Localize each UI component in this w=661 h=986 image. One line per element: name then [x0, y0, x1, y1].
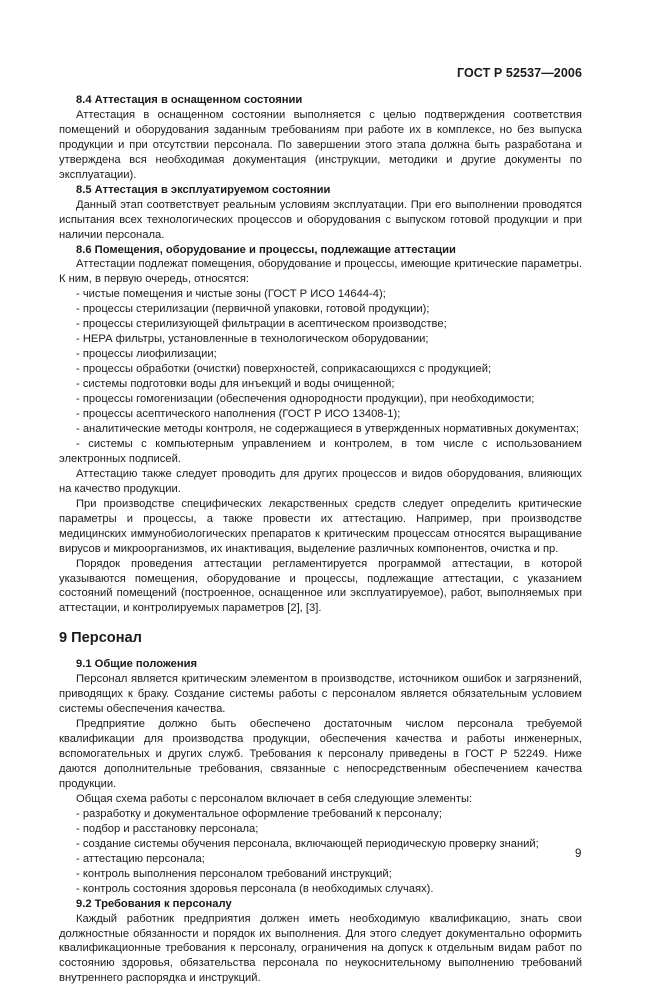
document-code-header: ГОСТ Р 52537—2006 [456, 66, 582, 80]
section-8-5-paragraph: Данный этап соответствует реальным условиям эксплуатации. При его выполнении проводятся испытания всех технологических процессов и оборудования с выпуском готовой продукции и при наличии персонала. [59, 198, 582, 241]
page-number: 9 [575, 848, 582, 860]
list-item: - процессы лиофилизации; [76, 348, 217, 361]
document-body [59, 93, 582, 986]
section-9-2-title: 9.2 Требования к персоналу [76, 897, 232, 910]
list-item: - процессы обработки (очистки) поверхностей, соприкасающихся с продукцией; [76, 363, 492, 376]
section-8-6-paragraph-2: Аттестацию также следует проводить для других процессов и видов оборудования, влияющих на качество продукции. [59, 467, 582, 495]
section-8-5-title: 8.5 Аттестация в эксплуатируемом состоянии [76, 183, 331, 196]
list-item: - разработку и документальное оформление требований к персоналу; [76, 807, 442, 820]
list-item: - процессы гомогенизации (обеспечения однородности продукции), при необходимости; [76, 393, 535, 406]
list-item: - процессы асептического наполнения (ГОСТ Р ИСО 13408-1); [76, 408, 401, 421]
section-8-4-paragraph: Аттестация в оснащенном состоянии выполняется с целью подтверждения соответствия помещений и оборудования заданным требованиям при работе их в комплексе, но без выпуска продукции и при отсутствии персонала. По завершении этого этапа должна быть разработана и утверждена вся необходимая документация (инструкции, методики и другие документы по эксплуатации). [59, 108, 582, 181]
list-item: - системы с компьютерным управлением и контролем, в том числе с использованием электронных подписей. [59, 437, 582, 465]
list-item: - НЕРА фильтры, установленные в технологическом оборудовании; [76, 333, 429, 346]
list-item: - процессы стерилизующей фильтрации в асептическом производстве; [76, 318, 447, 331]
list-item: - аналитические методы контроля, не содержащиеся в утвержденных нормативных документах; [76, 422, 579, 435]
list-item: - создание системы обучения персонала, включающей периодическую проверку знаний; [76, 837, 539, 850]
list-item: - контроль состояния здоровья персонала (в необходимых случаях). [76, 882, 434, 895]
section-8-6-paragraph-4: Порядок проведения аттестации регламентируется программой аттестации, в которой указываются помещения, оборудование и процессы, подлежащие аттестации, с указанием состояний помещений (построенное, оснащенное или эксплуатируемое), работ, выполняемых при аттестации, и контролируемых параметров [2], [3]. [59, 557, 582, 615]
section-9-2-paragraph: Каждый работник предприятия должен иметь необходимую квалификацию, знать свои должностные обязанности и порядок их выполнения. Для этого следует документально оформить квалификационные требования к персоналу, ограничения на допуск к отдельным видам работ по состоянию здоровья, обязательства персонала по неукоснительному выполнению требований внутреннего распорядка и инструкций. [59, 912, 582, 985]
list-item: - чистые помещения и чистые зоны (ГОСТ Р ИСО 14644-4); [76, 288, 386, 301]
section-8-6-intro: Аттестации подлежат помещения, оборудование и процессы, имеющие критические параметры. К ним, в первую очередь, относятся: [59, 258, 582, 286]
section-8-6-title: 8.6 Помещения, оборудование и процессы, подлежащие аттестации [76, 243, 456, 256]
section-8-4-title: 8.4 Аттестация в оснащенном состоянии [76, 94, 303, 106]
list-item: - процессы стерилизации (первичной упаковки, готовой продукции); [76, 303, 430, 316]
section-9-1-title: 9.1 Общие положения [76, 658, 198, 671]
list-item: - подбор и расстановку персонала; [76, 822, 259, 835]
section-8-6-paragraph-3: При производстве специфических лекарственных средств следует определить критические параметры и процессы, а также провести их аттестацию. Например, при производстве медицинских иммунобиологических препаратов к критическим процессам относятся выращивание вирусов и микроорганизмов, их инактивация, выделение различных компонентов, очистка и пр. [59, 497, 582, 555]
section-9-title: 9 Персонал [59, 630, 142, 647]
section-9-1-paragraph-2: Предприятие должно быть обеспечено достаточным числом персонала требуемой квалификации для производства продукции, обеспечения качества и работы инженерных, вспомогательных и других служб. Требования к персоналу приведены в ГОСТ Р 52249. Ниже даются дополнительные требования, связанные с непосредственным обеспечением качества продукции. [59, 718, 582, 790]
section-9-1-paragraph-3: Общая схема работы с персоналом включает в себя следующие элементы: [76, 792, 473, 805]
section-9-1-paragraph-1: Персонал является критическим элементом в производстве, источником ошибок и загрязнений, приводящих к браку. Создание системы работы с персоналом является обязательным условием системы обеспечения качества. [59, 673, 582, 716]
list-item: - системы подготовки воды для инъекций и воды очищенной; [76, 378, 395, 391]
list-item: - контроль выполнения персоналом требований инструкций; [76, 867, 392, 880]
list-item: - аттестацию персонала; [76, 852, 205, 865]
